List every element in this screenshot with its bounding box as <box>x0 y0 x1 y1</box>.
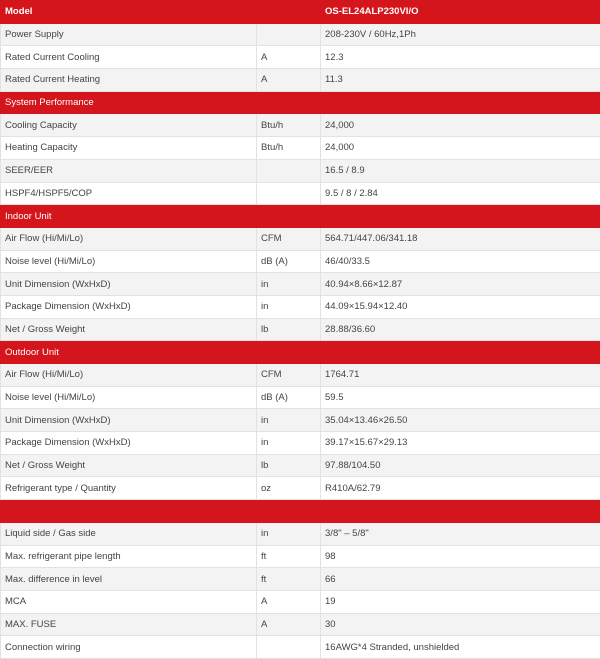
spec-name: Connection wiring <box>1 636 257 659</box>
spec-unit: A <box>257 46 321 69</box>
spec-unit: in <box>257 409 321 432</box>
spec-unit: oz <box>257 477 321 500</box>
spec-name: Max. refrigerant pipe length <box>1 545 257 568</box>
spec-unit: ft <box>257 545 321 568</box>
section-header-row <box>1 205 600 228</box>
table-row <box>1 590 600 613</box>
spec-value: 208-230V / 60Hz,1Ph <box>321 23 600 46</box>
table-row <box>1 159 600 182</box>
spec-unit: Btu/h <box>257 114 321 137</box>
spec-name: Power Supply <box>1 23 257 46</box>
section-header-row <box>1 341 600 364</box>
spec-value: 12.3 <box>321 46 600 69</box>
table-row <box>1 23 600 46</box>
table-row <box>1 46 600 69</box>
spec-value: 16.5 / 8.9 <box>321 159 600 182</box>
table-row <box>1 477 600 500</box>
spec-unit: A <box>257 613 321 636</box>
spec-value: 11.3 <box>321 69 600 92</box>
spec-unit: in <box>257 522 321 545</box>
spec-name: Package Dimension (WxHxD) <box>1 432 257 455</box>
table-row <box>1 522 600 545</box>
spec-name: Air Flow (Hi/Mi/Lo) <box>1 227 257 250</box>
table-row <box>1 454 600 477</box>
table-row <box>1 182 600 205</box>
model-header-row <box>1 1 600 24</box>
spec-name: Refrigerant type / Quantity <box>1 477 257 500</box>
spec-value: R410A/62.79 <box>321 477 600 500</box>
spec-unit: dB (A) <box>257 250 321 273</box>
spec-unit: in <box>257 295 321 318</box>
table-row <box>1 636 600 659</box>
section-title <box>1 500 600 523</box>
spec-value: 46/40/33.5 <box>321 250 600 273</box>
spec-unit <box>257 23 321 46</box>
spec-name: Liquid side / Gas side <box>1 522 257 545</box>
spec-value: 24,000 <box>321 114 600 137</box>
spec-value: 9.5 / 8 / 2.84 <box>321 182 600 205</box>
spec-value: 59.5 <box>321 386 600 409</box>
section-header-row <box>1 500 600 523</box>
table-row <box>1 250 600 273</box>
spec-value: 30 <box>321 613 600 636</box>
table-row <box>1 386 600 409</box>
spec-value: 40.94×8.66×12.87 <box>321 273 600 296</box>
spec-value: 1764.71 <box>321 364 600 387</box>
spec-name: Cooling Capacity <box>1 114 257 137</box>
spec-value: 98 <box>321 545 600 568</box>
spec-unit: in <box>257 432 321 455</box>
section-title: System Performance <box>1 91 600 114</box>
spec-value: 97.88/104.50 <box>321 454 600 477</box>
table-row <box>1 432 600 455</box>
spec-name: Max. difference in level <box>1 568 257 591</box>
spec-unit <box>257 182 321 205</box>
spec-value: 564.71/447.06/341.18 <box>321 227 600 250</box>
spec-value: 39.17×15.67×29.13 <box>321 432 600 455</box>
spec-unit: CFM <box>257 227 321 250</box>
table-row <box>1 318 600 341</box>
spec-unit: lb <box>257 318 321 341</box>
table-row <box>1 227 600 250</box>
spec-name: Heating Capacity <box>1 137 257 160</box>
spec-unit: ft <box>257 568 321 591</box>
spec-value: 66 <box>321 568 600 591</box>
spec-value: 3/8" – 5/8" <box>321 522 600 545</box>
spec-value: 16AWG*4 Stranded, unshielded <box>321 636 600 659</box>
table-row <box>1 409 600 432</box>
spec-unit: Btu/h <box>257 137 321 160</box>
spec-name: Rated Current Cooling <box>1 46 257 69</box>
table-row <box>1 273 600 296</box>
spec-name: SEER/EER <box>1 159 257 182</box>
spec-name: MAX. FUSE <box>1 613 257 636</box>
spec-value: 28.88/36.60 <box>321 318 600 341</box>
spec-unit <box>257 159 321 182</box>
spec-unit: in <box>257 273 321 296</box>
table-row <box>1 137 600 160</box>
spec-name: Noise level (Hi/Mi/Lo) <box>1 386 257 409</box>
table-row <box>1 545 600 568</box>
spec-unit: A <box>257 69 321 92</box>
spec-name: Net / Gross Weight <box>1 454 257 477</box>
section-header-row <box>1 91 600 114</box>
spec-unit: lb <box>257 454 321 477</box>
section-title: Indoor Unit <box>1 205 600 228</box>
section-title: Outdoor Unit <box>1 341 600 364</box>
table-row <box>1 114 600 137</box>
spec-unit <box>257 636 321 659</box>
spec-name: Rated Current Heating <box>1 69 257 92</box>
spec-name: Air Flow (Hi/Mi/Lo) <box>1 364 257 387</box>
spec-value: 35.04×13.46×26.50 <box>321 409 600 432</box>
spec-name: HSPF4/HSPF5/COP <box>1 182 257 205</box>
spec-unit: dB (A) <box>257 386 321 409</box>
model-value: OS-EL24ALP230VI/O <box>321 1 600 24</box>
spec-name: Package Dimension (WxHxD) <box>1 295 257 318</box>
model-label: Model <box>1 1 321 24</box>
table-row <box>1 295 600 318</box>
spec-value: 24,000 <box>321 137 600 160</box>
table-row <box>1 613 600 636</box>
spec-name: Unit Dimension (WxHxD) <box>1 409 257 432</box>
table-row <box>1 364 600 387</box>
spec-name: MCA <box>1 590 257 613</box>
spec-unit: CFM <box>257 364 321 387</box>
table-row <box>1 568 600 591</box>
spec-name: Net / Gross Weight <box>1 318 257 341</box>
spec-name: Noise level (Hi/Mi/Lo) <box>1 250 257 273</box>
spec-value: 44.09×15.94×12.40 <box>321 295 600 318</box>
spec-name: Unit Dimension (WxHxD) <box>1 273 257 296</box>
table-row <box>1 69 600 92</box>
spec-unit: A <box>257 590 321 613</box>
spec-value: 19 <box>321 590 600 613</box>
